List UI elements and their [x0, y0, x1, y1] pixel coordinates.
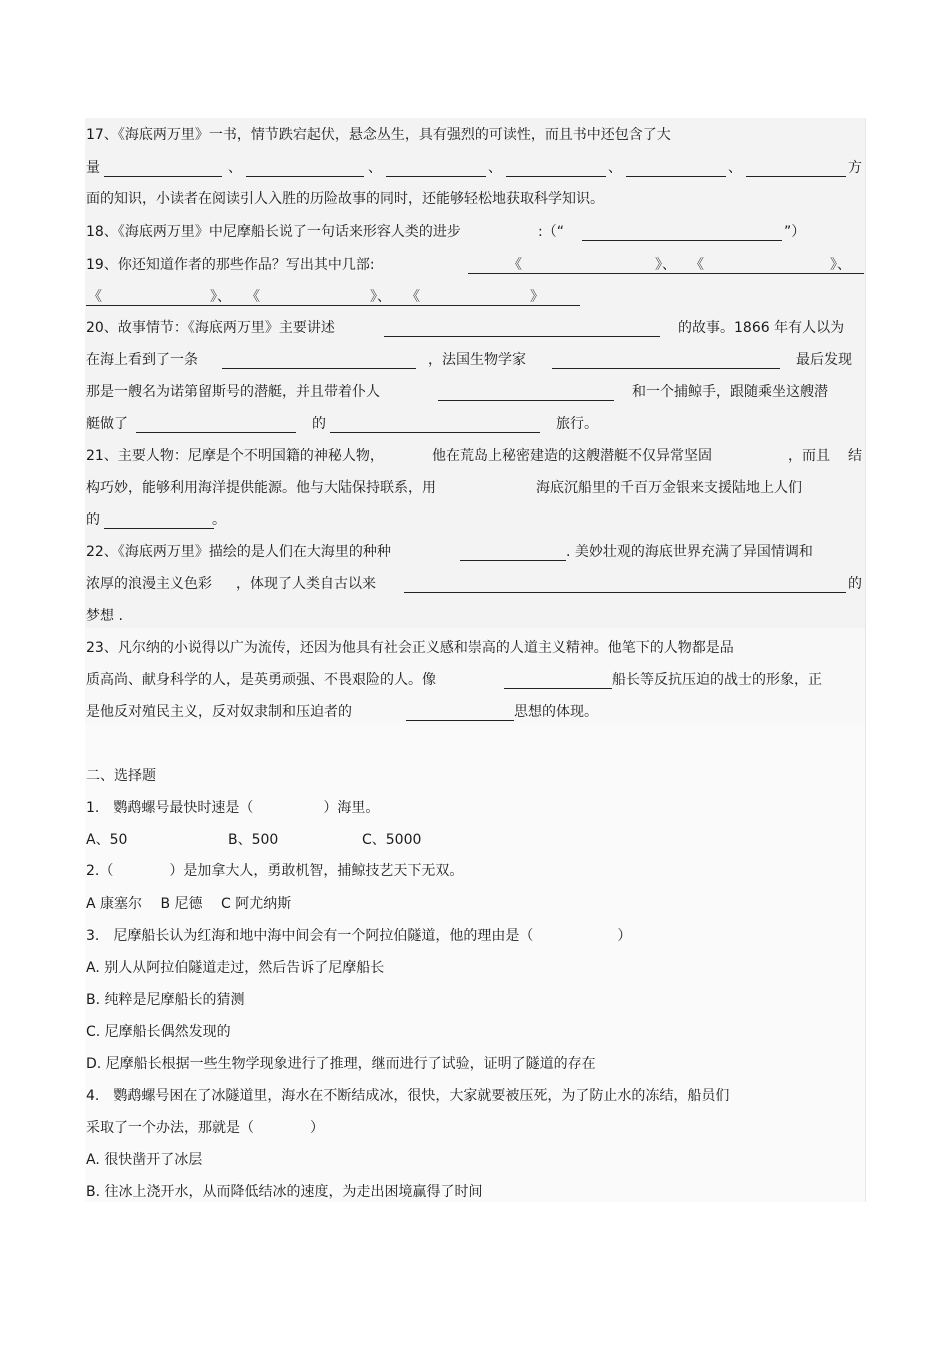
q23-line-3: 是他反对殖民主义，反对奴隶制和压迫者的	[86, 704, 352, 720]
book-close: 》、	[210, 289, 231, 305]
q19-text: 19、你还知道作者的那些作品？写出其中几部:	[86, 257, 375, 273]
mc-options-2[interactable]: A 康塞尔 B 尼德 C 阿尤纳斯	[86, 896, 292, 912]
answer-blank[interactable]	[384, 336, 660, 337]
book-open: 《	[690, 257, 704, 273]
q20-line-2-end: 最后发现	[796, 352, 852, 368]
answer-blank[interactable]	[438, 400, 614, 401]
q21-line-1-end: 结	[848, 448, 862, 464]
answer-blank[interactable]	[626, 176, 726, 177]
answer-blank[interactable]	[746, 176, 846, 177]
q23-line-3-end: 思想的体现。	[514, 704, 598, 720]
q17-tail: 方	[848, 160, 862, 176]
q20-line-1: 20、故事情节：《海底两万里》主要讲述	[86, 320, 335, 336]
book-close: 》、	[370, 289, 391, 305]
answer-blank[interactable]	[86, 305, 580, 306]
mc-question-1: 1. 鹦鹉螺号最快时速是（ ）海里。	[86, 800, 380, 816]
answer-blank[interactable]	[552, 368, 780, 369]
book-close: 》	[530, 289, 544, 305]
mc-option[interactable]: B、500	[228, 832, 279, 848]
answer-blank[interactable]	[330, 432, 540, 433]
book-open: 《	[508, 257, 522, 273]
mc-option[interactable]: B. 往冰上浇开水，从而降低结冰的速度，为走出困境赢得了时间	[86, 1184, 483, 1200]
answer-blank[interactable]	[406, 720, 514, 721]
q23-line-2-end: 船长等反抗压迫的战士的形象，正	[612, 672, 822, 688]
separator: 、	[368, 160, 382, 176]
q22-line-2-mid: ，体现了人类自古以来	[236, 576, 376, 592]
mc-option[interactable]: D. 尼摩船长根据一些生物学现象进行了推理，继而进行了试验，证明了隧道的存在	[86, 1056, 596, 1072]
answer-blank[interactable]	[504, 688, 612, 689]
mc-option[interactable]: A. 别人从阿拉伯隧道走过，然后告诉了尼摩船长	[86, 960, 385, 976]
answer-blank[interactable]	[404, 592, 846, 593]
q20-line-1-end: 的故事。1866 年有人以为	[678, 320, 845, 336]
q20-line-4-mid: 的	[312, 416, 326, 432]
answer-blank[interactable]	[386, 176, 486, 177]
answer-blank[interactable]	[104, 528, 214, 529]
q22-line-3: 梦想 .	[86, 608, 123, 624]
q21-line-1-mid2: ，而且	[788, 448, 830, 464]
q22-line-1: 22、《海底两万里》描绘的是人们在大海里的种种	[86, 544, 391, 560]
q18-open: :（“	[538, 224, 564, 240]
mc-option[interactable]: B. 纯粹是尼摩船长的猜测	[86, 992, 245, 1008]
book-close: 》、	[830, 257, 851, 273]
q22-line-1-end: . 美妙壮观的海底世界充满了异国情调和	[566, 544, 813, 560]
mc-option[interactable]: A. 很快凿开了冰层	[86, 1152, 203, 1168]
q20-line-4-end: 旅行。	[556, 416, 598, 432]
q21-line-3: 的	[86, 512, 100, 528]
q21-line-1: 21、主要人物：尼摩是个不明国籍的神秘人物，	[86, 448, 384, 464]
answer-blank[interactable]	[506, 176, 606, 177]
separator: 、	[728, 160, 742, 176]
answer-blank[interactable]	[460, 560, 566, 561]
q20-line-4: 艇做了	[86, 416, 128, 432]
q20-line-3: 那是一艘名为诺第留斯号的潜艇，并且带着仆人	[86, 384, 380, 400]
separator: 、	[228, 160, 242, 176]
q22-line-2-end: 的	[848, 576, 862, 592]
book-open: 《	[246, 289, 260, 305]
q18-close: ”）	[784, 224, 806, 240]
q21-line-2-end: 海底沉船里的千百万金银来支援陆地上人们	[536, 480, 802, 496]
answer-blank[interactable]	[222, 368, 416, 369]
q17-line-1: 17、《海底两万里》一书，情节跌宕起伏，悬念丛生，具有强烈的可读性，而且书中还包含了大	[86, 127, 671, 143]
q21-line-2: 构巧妙，能够利用海洋提供能源。他与大陆保持联系，用	[86, 480, 436, 496]
q21-line-1-mid: 他在荒岛上秘密建造的这艘潜艇不仅异常坚固	[432, 448, 712, 464]
q22-line-2: 浓厚的浪漫主义色彩	[86, 576, 212, 592]
mc-question-2: 2.（ ）是加拿大人，勇敢机智，捕鲸技艺天下无双。	[86, 863, 464, 879]
answer-blank[interactable]	[246, 176, 364, 177]
separator: 、	[608, 160, 622, 176]
answer-blank[interactable]	[104, 176, 222, 177]
mc-option[interactable]: A、50	[86, 832, 128, 848]
q20-line-2-mid: ，法国生物学家	[428, 352, 526, 368]
separator: 、	[488, 160, 502, 176]
q20-line-3-end: 和一个捕鲸手，跟随乘坐这艘潜	[632, 384, 828, 400]
answer-blank[interactable]	[136, 432, 296, 433]
q17-lead: 量	[86, 160, 100, 176]
q18-text: 18、《海底两万里》中尼摩船长说了一句话来形容人类的进步	[86, 224, 461, 240]
mc-question-4-cont: 采取了一个办法，那就是（ ）	[86, 1120, 324, 1136]
book-open: 《	[88, 289, 102, 305]
mc-question-4: 4. 鹦鹉螺号困在了冰隧道里，海水在不断结成冰，很快，大家就要被压死，为了防止水的冻结，船员们	[86, 1088, 730, 1104]
mc-option[interactable]: C、5000	[362, 832, 422, 848]
book-close: 》、	[655, 257, 676, 273]
mc-option[interactable]: C. 尼摩船长偶然发现的	[86, 1024, 231, 1040]
mc-question-3: 3. 尼摩船长认为红海和地中海中间会有一个阿拉伯隧道，他的理由是（ ）	[86, 928, 632, 944]
q17-line-3: 面的知识，小读者在阅读引人入胜的历险故事的同时，还能够轻松地获取科学知识。	[86, 191, 604, 207]
q23-line-1: 23、凡尔纳的小说得以广为流传，还因为他具有社会正义感和崇高的人道主义精神。他笔下的人物都是品	[86, 640, 734, 656]
q21-line-3-end: 。	[212, 512, 226, 528]
q20-line-2: 在海上看到了一条	[86, 352, 198, 368]
answer-blank[interactable]	[582, 240, 782, 241]
book-open: 《	[406, 289, 420, 305]
section-title: 二、选择题	[86, 768, 156, 784]
q23-line-2: 质高尚、献身科学的人，是英勇顽强、不畏艰险的人。像	[86, 672, 436, 688]
